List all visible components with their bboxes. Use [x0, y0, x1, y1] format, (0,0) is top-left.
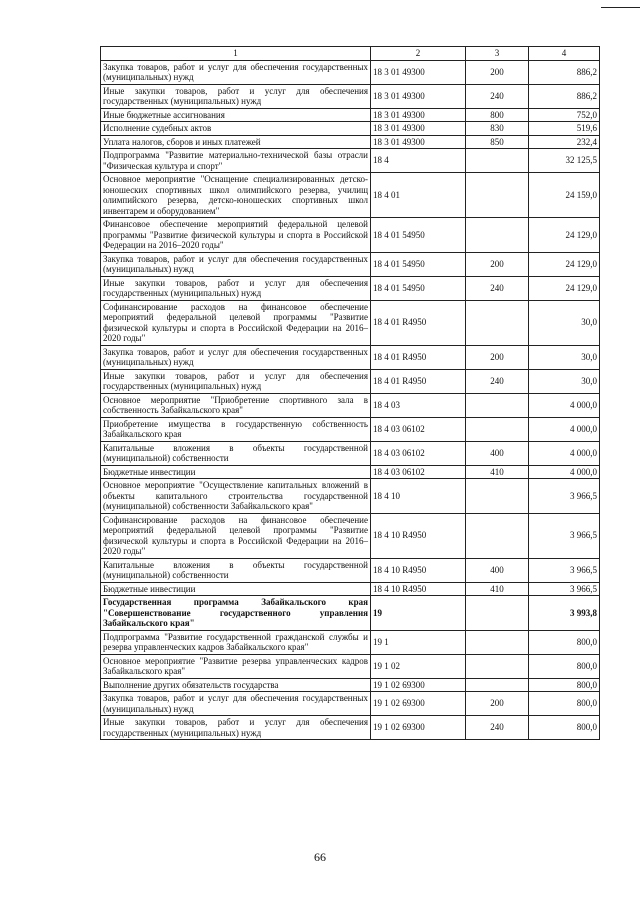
- row-expense-type-cell: [466, 513, 529, 558]
- row-code-cell: 18 4 03 06102: [371, 465, 466, 479]
- table-row: [101, 654, 600, 678]
- table-row: [101, 596, 600, 631]
- row-expense-type-cell: [466, 417, 529, 441]
- row-expense-type-cell: [466, 300, 529, 345]
- row-code-cell: 18 4 10 R4950: [371, 582, 466, 596]
- table-row: [101, 135, 600, 149]
- header-col-3: 3: [466, 47, 529, 61]
- row-code-cell: 18 4 03 06102: [371, 417, 466, 441]
- page-number: 66: [314, 850, 326, 864]
- table-row: [101, 479, 600, 514]
- row-expense-type-cell: 240: [466, 369, 529, 393]
- row-amount-cell: 30,0: [529, 345, 600, 369]
- row-name-cell: Приобретение имущества в государственную собственность Забайкальского края: [101, 417, 371, 441]
- row-name-cell: Закупка товаров, работ и услуг для обеспечения государственных (муниципальных) нужд: [101, 345, 371, 369]
- row-code-cell: 18 3 01 49300: [371, 60, 466, 84]
- row-name-cell: Основное мероприятие "Оснащение специализированных детско-юношеских спортивных школ олимпийского резерва, училищ олимпийского резерва, детско-юношеских спортивных школ инвентарем и оборудованием": [101, 173, 371, 218]
- row-name-cell: Иные закупки товаров, работ и услуг для обеспечения государственных (муниципальных) нужд: [101, 276, 371, 300]
- row-name-cell: Иные бюджетные ассигнования: [101, 108, 371, 122]
- table-row: [101, 513, 600, 558]
- row-code-cell: 18 4 01 R4950: [371, 369, 466, 393]
- row-name-cell: Уплата налогов, сборов и иных платежей: [101, 135, 371, 149]
- row-amount-cell: 24 159,0: [529, 173, 600, 218]
- row-expense-type-cell: 800: [466, 108, 529, 122]
- row-amount-cell: 800,0: [529, 716, 600, 740]
- row-code-cell: 18 4 01 R4950: [371, 345, 466, 369]
- row-amount-cell: 4 000,0: [529, 465, 600, 479]
- row-code-cell: 18 4 01 54950: [371, 252, 466, 276]
- row-name-cell: Бюджетные инвестиции: [101, 465, 371, 479]
- row-code-cell: 18 4: [371, 149, 466, 173]
- row-name-cell: Основное мероприятие "Развитие резерва управленческих кадров Забайкальского края": [101, 654, 371, 678]
- row-amount-cell: 4 000,0: [529, 417, 600, 441]
- row-expense-type-cell: [466, 630, 529, 654]
- row-expense-type-cell: 410: [466, 582, 529, 596]
- table-row: [101, 582, 600, 596]
- row-name-cell: Исполнение судебных актов: [101, 122, 371, 136]
- table-row: [101, 252, 600, 276]
- row-code-cell: 19 1 02 69300: [371, 692, 466, 716]
- row-amount-cell: 800,0: [529, 654, 600, 678]
- row-expense-type-cell: 400: [466, 558, 529, 582]
- table-row: [101, 60, 600, 84]
- header-col-1: 1: [101, 47, 371, 61]
- table-row: [101, 108, 600, 122]
- table-row: [101, 441, 600, 465]
- row-name-cell: Закупка товаров, работ и услуг для обеспечения государственных (муниципальных) нужд: [101, 252, 371, 276]
- row-amount-cell: 24 129,0: [529, 276, 600, 300]
- row-amount-cell: 32 125,5: [529, 149, 600, 173]
- row-code-cell: 19: [371, 596, 466, 631]
- row-amount-cell: 4 000,0: [529, 441, 600, 465]
- table-row: [101, 630, 600, 654]
- row-code-cell: 18 4 01 R4950: [371, 300, 466, 345]
- table-row: [101, 369, 600, 393]
- row-code-cell: 19 1 02 69300: [371, 678, 466, 692]
- row-amount-cell: 3 966,5: [529, 582, 600, 596]
- row-name-cell: Софинансирование расходов на финансовое обеспечение мероприятий федеральной целевой программы "Развитие физической культуры и спорта в Российской Федерации на 2016–2020 годы": [101, 300, 371, 345]
- row-name-cell: Основное мероприятие "Осуществление капитальных вложений в объекты капитального строительства государственной (муниципальной) собственности Забайкальского края": [101, 479, 371, 514]
- row-name-cell: Государственная программа Забайкальского края "Совершенствование государственного управления Забайкальского края": [101, 596, 371, 631]
- row-amount-cell: 886,2: [529, 60, 600, 84]
- table-row: [101, 692, 600, 716]
- row-name-cell: Закупка товаров, работ и услуг для обеспечения государственных (муниципальных) нужд: [101, 692, 371, 716]
- row-code-cell: 19 1 02: [371, 654, 466, 678]
- row-amount-cell: 3 966,5: [529, 479, 600, 514]
- row-code-cell: 18 4 10 R4950: [371, 513, 466, 558]
- row-name-cell: Капитальные вложения в объекты государственной (муниципальной) собственности: [101, 441, 371, 465]
- row-name-cell: Бюджетные инвестиции: [101, 582, 371, 596]
- row-code-cell: 18 4 03: [371, 393, 466, 417]
- row-expense-type-cell: [466, 479, 529, 514]
- row-code-cell: 18 4 01 54950: [371, 218, 466, 253]
- row-code-cell: 18 4 01: [371, 173, 466, 218]
- row-code-cell: 18 3 01 49300: [371, 84, 466, 108]
- row-amount-cell: 3 966,5: [529, 513, 600, 558]
- table-row: [101, 276, 600, 300]
- row-expense-type-cell: 200: [466, 345, 529, 369]
- row-expense-type-cell: [466, 149, 529, 173]
- row-code-cell: 18 3 01 49300: [371, 135, 466, 149]
- row-expense-type-cell: 850: [466, 135, 529, 149]
- row-name-cell: Иные закупки товаров, работ и услуг для обеспечения государственных (муниципальных) нужд: [101, 716, 371, 740]
- top-right-rule: [601, 7, 640, 8]
- row-expense-type-cell: 200: [466, 692, 529, 716]
- table-row: [101, 173, 600, 218]
- row-amount-cell: 4 000,0: [529, 393, 600, 417]
- row-expense-type-cell: [466, 393, 529, 417]
- row-expense-type-cell: 240: [466, 84, 529, 108]
- table-row: [101, 218, 600, 253]
- row-expense-type-cell: [466, 678, 529, 692]
- row-expense-type-cell: 400: [466, 441, 529, 465]
- table-row: [101, 122, 600, 136]
- row-expense-type-cell: 830: [466, 122, 529, 136]
- row-code-cell: 18 4 03 06102: [371, 441, 466, 465]
- table-row: [101, 417, 600, 441]
- table-row: [101, 393, 600, 417]
- header-col-2: 2: [371, 47, 466, 61]
- table-row: [101, 300, 600, 345]
- row-name-cell: Капитальные вложения в объекты государственной (муниципальной) собственности: [101, 558, 371, 582]
- row-name-cell: Основное мероприятие "Приобретение спортивного зала в собственность Забайкальского края": [101, 393, 371, 417]
- header-col-4: 4: [529, 47, 600, 61]
- row-expense-type-cell: 200: [466, 60, 529, 84]
- row-amount-cell: 24 129,0: [529, 218, 600, 253]
- table-row: [101, 149, 600, 173]
- row-name-cell: Иные закупки товаров, работ и услуг для обеспечения государственных (муниципальных) нужд: [101, 84, 371, 108]
- budget-table: [100, 46, 600, 740]
- row-name-cell: Выполнение других обязательств государства: [101, 678, 371, 692]
- row-name-cell: Иные закупки товаров, работ и услуг для обеспечения государственных (муниципальных) нужд: [101, 369, 371, 393]
- row-expense-type-cell: [466, 654, 529, 678]
- table-row: [101, 716, 600, 740]
- row-amount-cell: 30,0: [529, 369, 600, 393]
- row-expense-type-cell: 410: [466, 465, 529, 479]
- row-amount-cell: 800,0: [529, 692, 600, 716]
- row-amount-cell: 3 993,8: [529, 596, 600, 631]
- row-amount-cell: 30,0: [529, 300, 600, 345]
- row-name-cell: Подпрограмма "Развитие государственной гражданской службы и резерва управленческих кадров Забайкальского края": [101, 630, 371, 654]
- row-amount-cell: 3 966,5: [529, 558, 600, 582]
- row-amount-cell: 800,0: [529, 678, 600, 692]
- row-amount-cell: 752,0: [529, 108, 600, 122]
- table-row: [101, 678, 600, 692]
- row-code-cell: 18 3 01 49300: [371, 108, 466, 122]
- row-expense-type-cell: 240: [466, 276, 529, 300]
- row-expense-type-cell: [466, 173, 529, 218]
- row-name-cell: Финансовое обеспечение мероприятий федеральной целевой программы "Развитие физической культуры и спорта в Российской Федерации на 2016–2020 годы": [101, 218, 371, 253]
- row-code-cell: 18 4 01 54950: [371, 276, 466, 300]
- row-amount-cell: 519,6: [529, 122, 600, 136]
- row-name-cell: Закупка товаров, работ и услуг для обеспечения государственных (муниципальных) нужд: [101, 60, 371, 84]
- row-expense-type-cell: 240: [466, 716, 529, 740]
- row-amount-cell: 800,0: [529, 630, 600, 654]
- row-amount-cell: 24 129,0: [529, 252, 600, 276]
- row-amount-cell: 886,2: [529, 84, 600, 108]
- row-expense-type-cell: [466, 596, 529, 631]
- row-expense-type-cell: 200: [466, 252, 529, 276]
- row-code-cell: 19 1: [371, 630, 466, 654]
- row-expense-type-cell: [466, 218, 529, 253]
- row-name-cell: Софинансирование расходов на финансовое обеспечение мероприятий федеральной целевой программы "Развитие физической культуры и спорта в Российской Федерации на 2016–2020 годы": [101, 513, 371, 558]
- row-code-cell: 18 3 01 49300: [371, 122, 466, 136]
- table-row: [101, 465, 600, 479]
- table-row: [101, 345, 600, 369]
- row-code-cell: 18 4 10 R4950: [371, 558, 466, 582]
- budget-table-body: [101, 47, 600, 740]
- table-header-row: [101, 47, 600, 61]
- table-row: [101, 84, 600, 108]
- row-name-cell: Подпрограмма "Развитие материально-технической базы отрасли "Физическая культура и спорт": [101, 149, 371, 173]
- row-code-cell: 18 4 10: [371, 479, 466, 514]
- table-row: [101, 558, 600, 582]
- row-amount-cell: 232,4: [529, 135, 600, 149]
- row-code-cell: 19 1 02 69300: [371, 716, 466, 740]
